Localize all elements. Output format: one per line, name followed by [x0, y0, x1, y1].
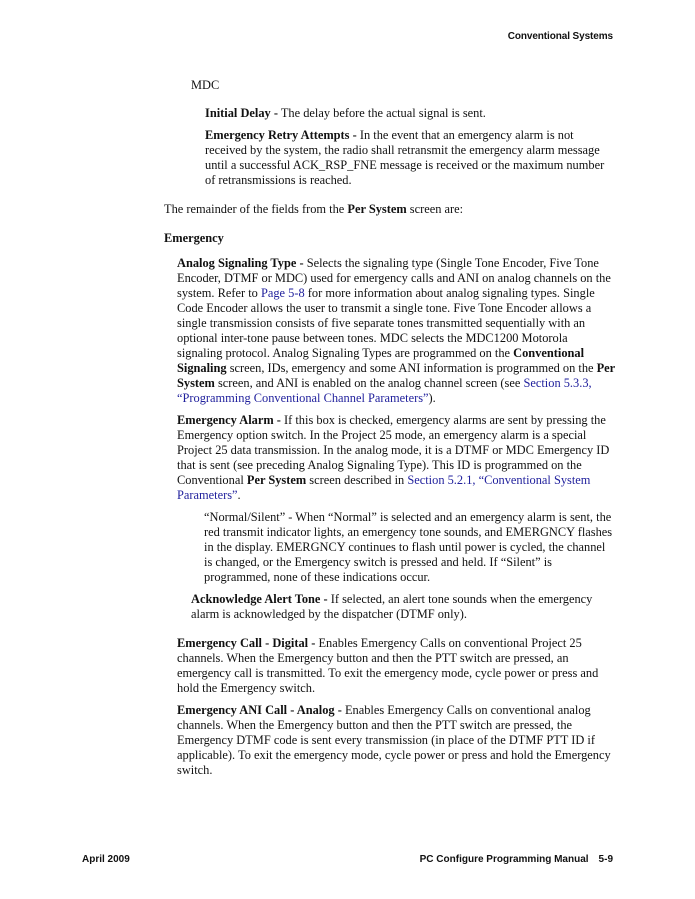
- ack-alert-paragraph: [191, 592, 616, 622]
- initial-delay-paragraph: [205, 106, 616, 121]
- emergency-alarm-term: Emergency Alarm -: [177, 413, 281, 427]
- normal-silent-text: When “Normal” is selected and an emergency alarm is sent, the red transmit indicator lights, an emergency tone sounds, and EMERGNCY flashes in the display. EMERGNCY continues to flash until power is cycled, the channel is changed, or the Emergency switch is pressed and held. If “Silent” is programmed, none of these indications occur.: [204, 510, 613, 584]
- footer-date: April 2009: [82, 854, 130, 865]
- normal-silent-paragraph: [204, 510, 616, 585]
- analog-signaling-text-5: ).: [428, 391, 436, 405]
- intro-per-system: Per System: [347, 202, 407, 216]
- running-header: Conventional Systems: [507, 31, 613, 42]
- emergency-ani-analog-paragraph: [177, 703, 616, 778]
- footer-manual-name: PC Configure Programming Manual: [419, 854, 589, 865]
- emergency-call-digital-text: Enables Emergency Calls on conventional Project 25 channels. When the Emergency button and then the PTT switch are pressed, an emergency call is transmitted. To exit the emergency mode, cycle power or press and hold the Emergency switch.: [177, 636, 599, 695]
- emergency-alarm-text-2: screen described in: [306, 473, 408, 487]
- initial-delay-text: The delay before the actual signal is sent.: [277, 106, 486, 120]
- footer-manual-title: [420, 854, 613, 865]
- intro-text-c: screen are:: [406, 202, 464, 216]
- emergency-retry-term: Emergency Retry Attempts -: [205, 128, 357, 142]
- section-5-3-3-link[interactable]: Section 5.3.3, “Programming Conventional Channel Parameters”: [177, 376, 592, 405]
- intro-paragraph: [164, 202, 616, 217]
- analog-signaling-paragraph: [177, 256, 616, 406]
- emergency-alarm-paragraph: [177, 413, 616, 503]
- analog-signaling-text-4: screen, and ANI is enabled on the analog channel screen (see: [214, 376, 524, 390]
- page-5-8-link[interactable]: Page 5-8: [260, 286, 305, 300]
- ack-alert-text: If selected, an alert tone sounds when the emergency alarm is acknowledged by the dispatcher (DTMF only).: [191, 592, 593, 621]
- emergency-ani-analog-term: Emergency ANI Call - Analog -: [177, 703, 342, 717]
- analog-signaling-text-1: Selects the signaling type (Single Tone Encoder, Five Tone Encoder, DTMF or MDC) used for emergency calls and ANI on analog channels on the system. Refer to: [177, 256, 611, 300]
- page-body: [164, 78, 616, 785]
- intro-text-a: The remainder of the fields from the: [164, 202, 348, 216]
- emergency-alarm-text-1: If this box is checked, emergency alarms are sent by pressing the Emergency option switch. In the Project 25 mode, an emergency alarm is a special Project 25 data transmission. In the analog mode, it is a DTMF or MDC Emergency ID that is sent (see preceding Analog Signaling Type). This ID is programmed on the Conventional: [177, 413, 610, 487]
- emergency-call-digital-term: Emergency Call - Digital -: [177, 636, 316, 650]
- footer-page-number: 5-9: [598, 854, 613, 865]
- section-5-2-1-link[interactable]: Section 5.2.1, “Conventional System Parameters”: [177, 473, 591, 502]
- per-system-bold: Per System: [177, 361, 615, 390]
- per-system-bold-2: Per System: [246, 473, 307, 487]
- normal-silent-term: “Normal/Silent” -: [204, 510, 293, 524]
- mdc-heading: MDC: [191, 78, 220, 92]
- analog-signaling-text-2: for more information about analog signaling types. Single Code Encoder allows the user to transmit a single tone. Five Tone Encoder allows a single transmission consists of five separate tones transmitted sequentially with an optional inter-tone pause between tones. MDC selects the MDC1200 Motorola signaling protocol. Analog Signaling Types are programmed on the: [177, 286, 595, 360]
- emergency-retry-paragraph: [205, 128, 616, 188]
- analog-signaling-text-3: screen, IDs, emergency and some ANI information is programmed on the: [226, 361, 597, 375]
- emergency-retry-text: In the event that an emergency alarm is not received by the system, the radio shall retransmit the emergency alarm message until a successful ACK_RSP_FNE message is received or the maximum number of retransmissions is reached.: [205, 128, 605, 187]
- emergency-ani-analog-text: Enables Emergency Calls on conventional analog channels. When the Emergency button and then the PTT switch are pressed, the Emergency DTMF code is sent every transmission (in place of the DTMF PTT ID if applicable). To exit the emergency mode, cycle power or press and hold the Emergency switch.: [177, 703, 611, 777]
- emergency-alarm-text-3: .: [237, 488, 241, 502]
- analog-signaling-term: Analog Signaling Type -: [177, 256, 304, 270]
- emergency-call-digital-paragraph: [177, 636, 616, 696]
- ack-alert-term: Acknowledge Alert Tone -: [191, 592, 328, 606]
- emergency-heading: Emergency: [164, 231, 224, 245]
- initial-delay-term: Initial Delay -: [205, 106, 278, 120]
- conventional-signaling-bold: Conventional Signaling: [177, 346, 585, 375]
